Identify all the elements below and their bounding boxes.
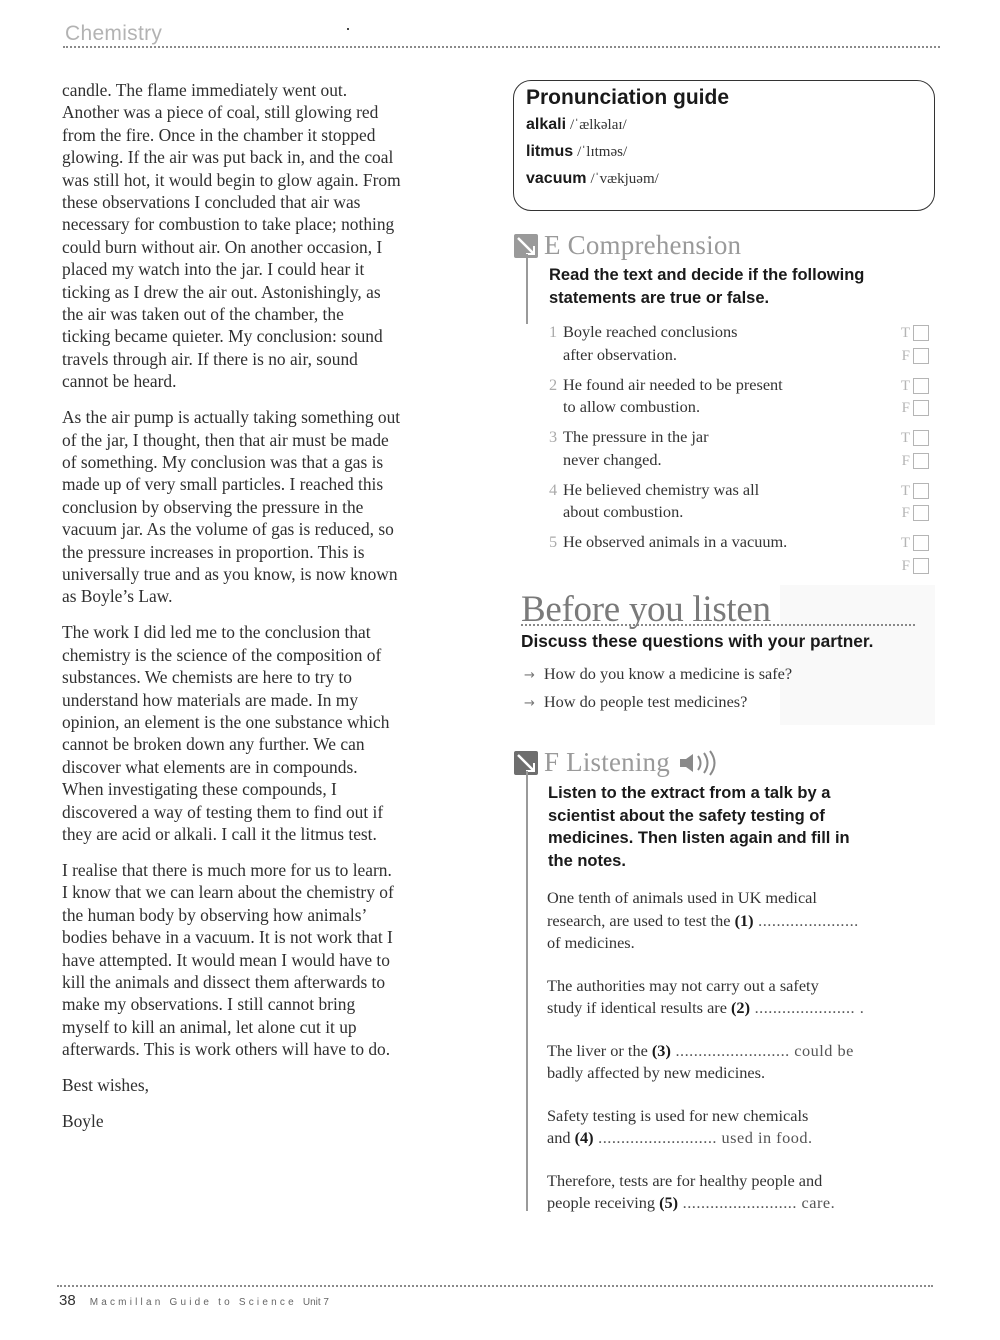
pronunciation-entry: alkali /ˈælkəlaɪ/ — [526, 116, 627, 133]
false-checkbox[interactable] — [913, 453, 929, 469]
pronunciation-heading: Pronunciation guide — [526, 86, 729, 109]
answer-blank[interactable]: .......................... used in food. — [593, 1128, 813, 1147]
true-false-item: 4 He believed chemistry was all about combustion. T F — [549, 479, 929, 524]
pronunciation-entry: vacuum /ˈvækjuəm/ — [526, 170, 659, 187]
running-title: Chemistry — [65, 22, 163, 45]
true-false-list — [549, 321, 929, 584]
false-checkbox[interactable] — [913, 400, 929, 416]
letter-paragraph-4: I realise that there is much more for us to learn. I know that we can learn about the chemistry of the human body by observing how animals’ bodies behave in a vacuum. It is not work that I have attempted. It would mean I would have to kill the animals and dissect them afterwards to make my observations. I still cannot bring myself to kill an animal, let alone cut it up afterwards. This is work others will have to do. — [62, 859, 394, 1060]
page-number: 38 — [59, 1292, 76, 1309]
running-head — [63, 18, 940, 50]
comprehension-header — [514, 230, 741, 261]
pronunciation-entry: litmus /ˈlɪtməs/ — [526, 143, 628, 160]
answer-blank[interactable]: ......................... care. — [678, 1193, 836, 1212]
before-you-listen-title: Before you listen — [521, 589, 771, 630]
footer-dotted-rule — [57, 1285, 933, 1287]
false-checkbox[interactable] — [913, 348, 929, 364]
true-checkbox[interactable] — [913, 430, 929, 446]
letter-paragraph-2: As the air pump is actually taking something out of the jar, I thought, then that air must be made of something. My conclusion was that a gas is made up of very small particles. I reached this conclusion by observing the pressure in the vacuum jar. As the volume of gas is reduced, so the pressure increases in proportion. This is universally true and as you know, is now known as Boyle’s Law. — [62, 407, 401, 607]
listening-title: F Listening — [544, 747, 670, 777]
listening-header — [514, 747, 728, 778]
true-false-item: 5 He observed animals in a vacuum. T F — [549, 531, 929, 576]
gap-fill-note-3: The liver or the (3) ......................... could be badly affected by new medicines. — [547, 1040, 854, 1082]
section-rule — [526, 771, 528, 1211]
before-you-listen-dotted-rule — [521, 624, 915, 626]
letter-text — [62, 79, 482, 1146]
answer-blank[interactable]: ...................... . — [750, 998, 865, 1017]
false-checkbox[interactable] — [913, 505, 929, 521]
page-footer — [59, 1292, 329, 1309]
true-checkbox[interactable] — [913, 378, 929, 394]
gap-fill-note-5: Therefore, tests are for healthy people and people receiving (5) ......................... care. — [547, 1170, 836, 1212]
unit-label: Unit 7 — [302, 1297, 329, 1308]
before-you-listen-instruction: Discuss these questions with your partner. — [521, 631, 874, 651]
true-checkbox[interactable] — [913, 535, 929, 551]
discussion-question: → How do you know a medicine is safe? — [524, 664, 793, 683]
true-false-item: 2 He found air needed to be present to allow combustion. T F — [549, 374, 929, 419]
letter-paragraph-1: candle. The flame immediately went out. Another was a piece of coal, still glowing red from the fire. Once in the chamber it stopped glowing. If the air was put back in, and the coal was still hot, it would begin to glow again. From these observations I concluded that air was necessary for combustion to take place; nothing could burn without air. On another occasion, I placed my watch into the jar. I could hear it ticking as I drew the air out. Astonishingly, as the air was taken out of the chamber, the ticking became quieter. My conclusion: sound travels through air. If there is no air, sound cannot be heard. — [62, 80, 401, 392]
gap-fill-note-4: Safety testing is used for new chemicals and (4) .......................... used in food. — [547, 1105, 813, 1147]
book-title: Macmillan Guide to Science — [89, 1297, 297, 1308]
letter-signoff: Best wishes, — [62, 1075, 149, 1096]
answer-blank[interactable]: ...................... — [753, 910, 859, 930]
discussion-question: → How do people test medicines? — [524, 692, 748, 711]
letter-paragraph-3: The work I did led me to the conclusion that chemistry is the science of the composition of substances. We chemists are here to try to understand how materials are made. In my opinion, an element is the one substance which cannot be broken down any further. We can discover what elements are in compounds. When investigating these compounds, I discovered a way of testing them to find out if they are acid or alkali. I call it the litmus test. — [62, 622, 390, 844]
true-false-item: 1 Boyle reached conclusions after observation. T F — [549, 321, 929, 366]
background-texture — [780, 585, 935, 725]
comprehension-title: E Comprehension — [544, 230, 742, 260]
true-checkbox[interactable] — [913, 483, 929, 499]
header-dotted-rule — [63, 46, 940, 48]
arrow-right-icon: → — [524, 696, 535, 711]
true-checkbox[interactable] — [913, 325, 929, 341]
stray-dot — [347, 28, 349, 30]
gap-fill-note-1: One tenth of animals used in UK medical research, are used to test the (1) ...................... of medicines. — [547, 888, 859, 952]
comprehension-instruction: Read the text and decide if the following statements are true or false. — [549, 266, 865, 307]
audio-speaker-icon[interactable] — [678, 750, 728, 776]
answer-blank[interactable]: ......................... could be — [670, 1040, 854, 1060]
pronunciation-guide-box — [513, 80, 935, 211]
arrow-right-icon: → — [524, 668, 535, 683]
false-checkbox[interactable] — [913, 558, 929, 574]
listening-instruction: Listen to the extract from a talk by a scientist about the safety testing of medicines. Then listen again and fill in the notes. — [548, 784, 850, 870]
gap-fill-note-2: The authorities may not carry out a safety study if identical results are (2) ...................... . — [547, 975, 865, 1017]
true-false-item: 3 The pressure in the jar never changed. T F — [549, 426, 929, 471]
letter-signature: Boyle — [62, 1110, 104, 1131]
listening-notes — [547, 887, 937, 1235]
section-rule — [526, 254, 528, 324]
